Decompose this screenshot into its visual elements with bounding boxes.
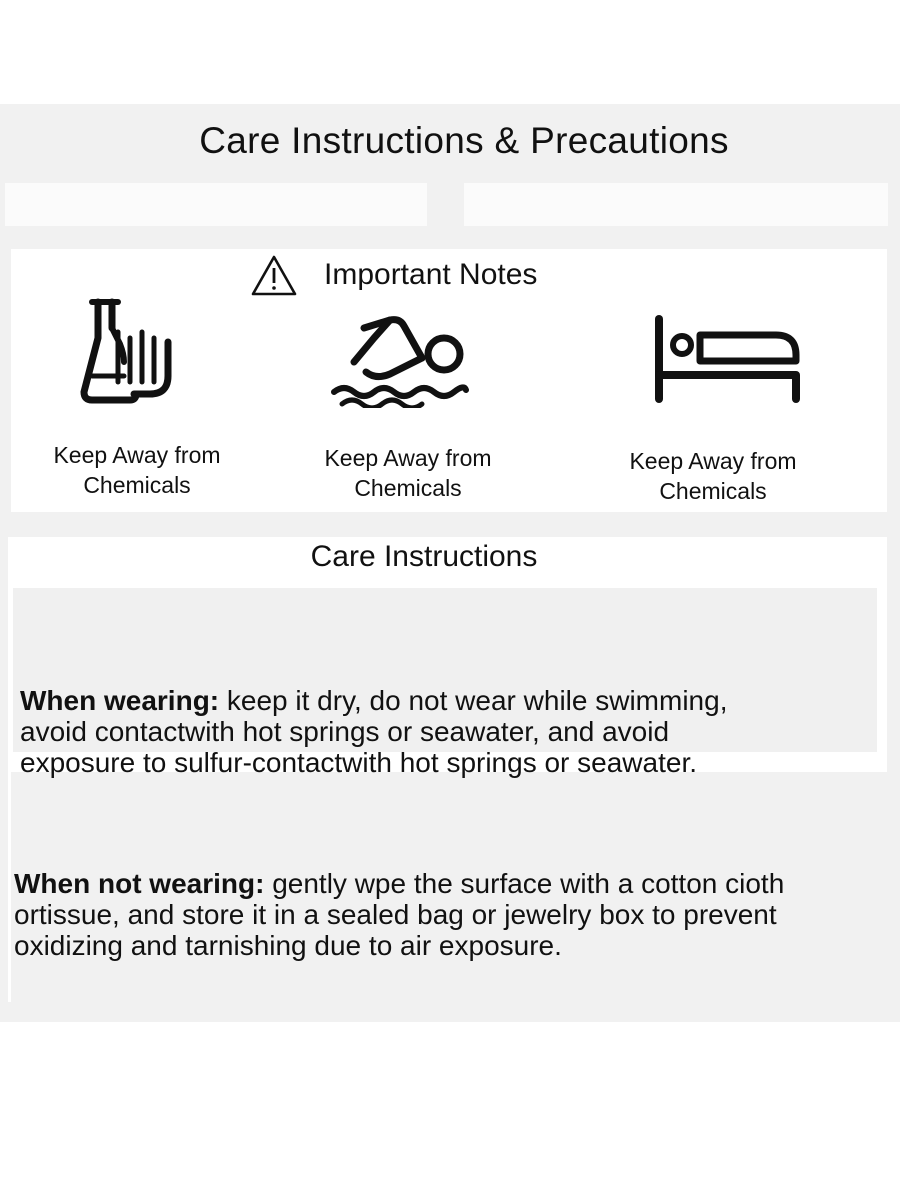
- not-wearing-label: When not wearing:: [14, 868, 265, 899]
- not-wearing-text: gently wpe the surface with a cotton cioth ortissue, and store it in a sealed bag or jewelry box to prevent oxidizing and tarnishing due to air exposure.: [14, 868, 785, 961]
- note-caption-swimming: Keep Away from Chemicals: [324, 445, 492, 501]
- care-instructions-heading: Care Instructions: [310, 540, 538, 573]
- important-notes-heading: [250, 252, 537, 298]
- swimming-icon: [330, 314, 470, 408]
- page-title: Care Instructions & Precautions: [199, 120, 729, 161]
- wearing-text: keep it dry, do not wear while swimming, avoid contactwith hot springs or seawater, and avoid exposure to sulfur-contactwith hot springs or seawater.: [20, 685, 728, 778]
- chemical-flask-icon: [80, 298, 186, 406]
- bed-icon: [652, 315, 802, 403]
- not-wearing-instructions: [14, 837, 894, 961]
- blank-bar-left: [5, 183, 427, 226]
- not-wearing-left-rule: [8, 772, 11, 1002]
- wearing-instructions: [20, 654, 880, 778]
- wearing-label: When wearing:: [20, 685, 220, 716]
- warning-triangle-icon: [250, 254, 298, 296]
- important-notes-title: Important Notes: [324, 258, 538, 291]
- blank-bar-right: [464, 183, 888, 226]
- note-caption-chemicals: Keep Away from Chemicals: [53, 442, 221, 498]
- note-caption-sleeping: Keep Away from Chemicals: [629, 448, 797, 504]
